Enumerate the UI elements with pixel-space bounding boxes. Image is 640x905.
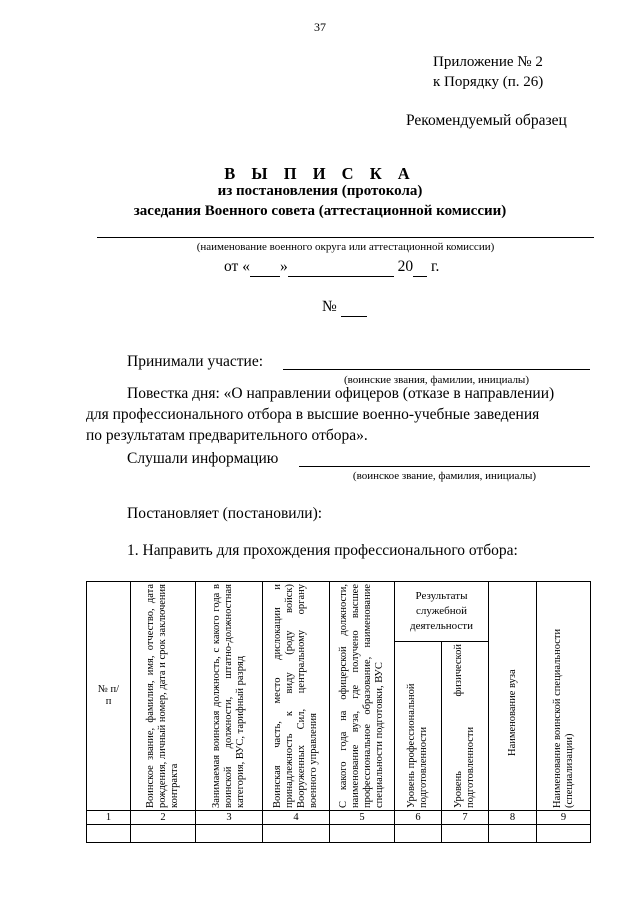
header-row-number: [87, 582, 131, 811]
heard-line: [299, 466, 590, 467]
column-number-9: 9: [537, 811, 591, 825]
number-label: №: [322, 298, 337, 315]
date-year-blank: [413, 258, 427, 277]
empty-cell: [537, 825, 591, 843]
header-university: [489, 582, 537, 811]
officers-table: [86, 581, 591, 843]
agenda-line-2: для профессионального отбора в высшие военно-учебные заведения: [86, 406, 540, 423]
header-specialty: [537, 582, 591, 811]
date-prefix: от «: [224, 258, 250, 275]
header-university-label: Наименование вуза: [506, 669, 518, 756]
appendix-line-1: Приложение № 2: [433, 54, 543, 70]
header-specialty-label: Наименование воинской специальности (специализации): [551, 628, 575, 808]
document-title: В Ы П И С К А: [224, 164, 416, 183]
header-position-label: Занимаемая воинская должность, с какого года в воинской должности, штатно-должностная категория, ВУС, тарифный разряд: [211, 584, 246, 808]
page-number: 37: [314, 20, 326, 34]
participants-line: [283, 369, 590, 370]
empty-cell: [330, 825, 395, 843]
org-name-line: [97, 237, 594, 238]
document-subtitle-2: заседания Военного совета (аттестационной комиссии): [133, 203, 507, 219]
column-number-8: 8: [489, 811, 537, 825]
item-1-text: 1. Направить для прохождения профессионального отбора:: [127, 542, 518, 559]
empty-cell: [263, 825, 330, 843]
empty-cell: [442, 825, 489, 843]
header-professional-level: [395, 642, 442, 811]
empty-cell: [196, 825, 263, 843]
header-position: [196, 582, 263, 811]
header-education-label: С какого года на офицерской должности, наименование вуза, где получено высшее профессиональное образование, наименование специальности подготовки, ВУС: [338, 584, 385, 808]
heard-label: Слушали информацию: [127, 450, 279, 467]
header-professional-level-label: Уровень профессиональной подготовленности: [406, 683, 429, 808]
document-subtitle-1: из постановления (протокола): [217, 183, 423, 199]
empty-cell: [489, 825, 537, 843]
number-blank: [341, 298, 367, 317]
date-mid: »: [279, 258, 288, 275]
empty-cell: [131, 825, 196, 843]
agenda-line-1: Повестка дня: «О направлении офицеров (отказе в направлении): [127, 385, 555, 402]
header-serviceman: [131, 582, 196, 811]
column-number-5: 5: [330, 811, 395, 825]
header-serviceman-label: Воинское звание, фамилия, имя, отчество, дата рождения, личный номер, дата и срок заключения контракта: [145, 584, 180, 808]
column-number-2: 2: [131, 811, 196, 825]
agenda-line-3: по результатам предварительного отбора».: [86, 427, 368, 444]
header-unit-label: Воинская часть, место дислокации и принадлежность к виду (роду войск) Вооруженных Сил, центральному органу военного управления: [272, 584, 319, 808]
column-number-6: 6: [395, 811, 442, 825]
date-line: [224, 258, 439, 277]
participants-note: (воинские звания, фамилии, инициалы): [344, 374, 529, 386]
header-unit: [263, 582, 330, 811]
date-month-blank: [288, 258, 394, 277]
heard-note: (воинское звание, фамилия, инициалы): [352, 470, 537, 482]
date-day-blank: [250, 258, 280, 277]
org-name-note: (наименование военного округа или аттестационной комиссии): [196, 241, 495, 253]
column-number-1: 1: [87, 811, 131, 825]
appendix-reference: [433, 52, 543, 92]
empty-cell: [395, 825, 442, 843]
header-row-number-label: № п/п: [97, 684, 120, 707]
header-physical-level-label: Уровень физической подготовленности: [453, 644, 476, 808]
column-number-7: 7: [442, 811, 489, 825]
date-suffix: г.: [430, 258, 440, 275]
header-education: [330, 582, 395, 811]
header-results-group: [395, 582, 489, 642]
empty-cell: [87, 825, 131, 843]
date-year-prefix: 20: [397, 258, 414, 275]
header-physical-level: [442, 642, 489, 811]
sample-label: Рекомендуемый образец: [406, 112, 567, 129]
resolves-label: Постановляет (постановили):: [127, 505, 323, 522]
number-line: [322, 298, 367, 317]
participants-label: Принимали участие:: [127, 353, 264, 370]
header-results-group-label: Результаты служебной деятельности: [410, 590, 473, 632]
appendix-line-2: к Порядку (п. 26): [433, 74, 544, 90]
column-number-4: 4: [263, 811, 330, 825]
column-number-3: 3: [196, 811, 263, 825]
